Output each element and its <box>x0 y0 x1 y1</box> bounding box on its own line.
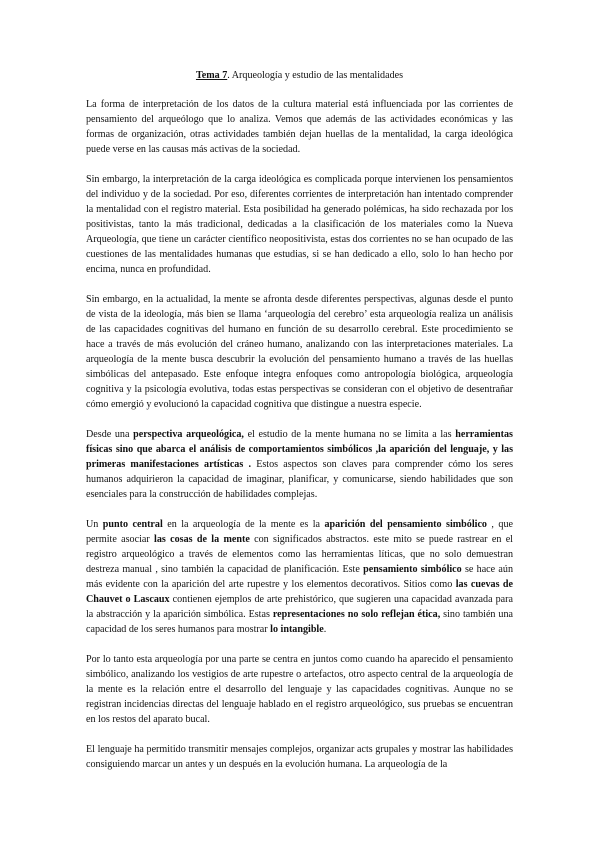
paragraph <box>86 517 513 637</box>
text-run: se hace aún más evidente con la aparición del arte rupestre y los elementos decorativos. Sitios como <box>86 564 513 590</box>
text-run: sino también una capacidad de los seres humanos para mostrar <box>86 609 513 635</box>
text-run: . <box>323 624 327 635</box>
text-run: Estos aspectos son claves para comprender cómo los seres humanos adquirieron la capacidad de imaginar, planificar, y comunicarse, siendo habilidades que son esenciales para la construcción de habilidades complejas. <box>86 459 513 500</box>
paragraph <box>86 292 513 412</box>
text-run: , que permite asociar <box>86 519 513 545</box>
title-text: . Arqueología y estudio de las mentalidades <box>227 70 404 81</box>
paragraph <box>86 652 513 727</box>
text-run: Desde una <box>86 429 134 440</box>
text-run: con significados abstractos. este mito se puede rastrear en el registro arqueológico a través de elementos como las herramientas líticas, que no solo demuestran destreza manual , sino también la capacidad de planificación. Este <box>86 534 513 575</box>
text-run: Sin embargo, la interpretación de la carga ideológica es complicada porque intervienen los pensamientos del individuo y de la sociedad. Por eso, diferentes corrientes de interpretación han intentado comprender la mentalidad con el registro material. Esta posibilidad ha generado polémicas, ha sido rechazada por los positivistas, tanto la más tradicional, dedicadas a la clasificación de los materiales como la Nueva Arqueología, que tiene un carácter científico neopositivista, estas dos corrientes no se han ocupado de las cuestiones de las mentalidades humanas que estudias, si se han dedicado a ello, solo lo han hecho por encima, nunca en profundidad. <box>86 174 513 275</box>
document-title <box>86 68 513 83</box>
topic-number: Tema 7 <box>195 70 228 81</box>
text-run: el estudio de la mente humana no se limita a las <box>243 429 456 440</box>
bold-text: punto central <box>102 519 163 530</box>
text-run: Por lo tanto esta arqueología por una parte se centra en juntos como cuando ha aparecido el pensamiento simbólico, analizando los vestigios de arte rupestre o artefactos, otro aspecto central de la arqueología de la mente es la relación entre el desarrollo del lenguaje y las capacidades cognitivas. Aunque no se registran incidencias directas del lenguaje hablado en el registro arqueológico, sus pruebas se encuentran en los restos del aparato bucal. <box>86 654 513 725</box>
bold-text: herramientas físicas sino que abarca el análisis de comportamientos simbólicos ,la aparición del lenguaje, y las primeras manifestaciones artísticas . <box>86 429 513 470</box>
paragraph <box>86 97 513 157</box>
text-run: contienen ejemplos de arte prehistórico, que sugieren una capacidad avanzada para la abstracción y la aparición simbólica. Estas <box>86 594 513 620</box>
bold-text: las cosas de la mente <box>154 534 250 545</box>
document-body <box>86 68 513 787</box>
bold-text: lo intangible <box>270 624 324 635</box>
paragraph <box>86 742 513 772</box>
paragraph <box>86 172 513 277</box>
text-run: en la arqueología de la mente es la <box>162 519 325 530</box>
paragraph-list <box>86 97 513 772</box>
bold-text: las cuevas de Chauvet o Lascaux <box>86 579 513 605</box>
paragraph <box>86 427 513 502</box>
text-run: Un <box>86 519 103 530</box>
bold-text: aparición del pensamiento simbólico <box>324 519 487 530</box>
text-run: La forma de interpretación de los datos de la cultura material está influenciada por las corrientes de pensamiento del arqueólogo que lo analiza. Vemos que además de las actividades económicas y las formas de organización, otras actividades también dejan huellas de la mentalidad, la carga ideológica puede verse en las causas más activas de la sociedad. <box>86 99 513 155</box>
text-run: Sin embargo, en la actualidad, la mente se afronta desde diferentes perspectivas, algunas desde el punto de vista de la ideología, más bien se llama ‘arqueología del cerebro’ esta arqueología realiza un análisis de las capacidades cognitivas del humano en función de su desarrollo cerebral. Este procedimiento se hace a través de más evolución del cráneo humano, analizando con las interpretaciones materiales. La arqueología de la mente busca descubrir la evolución del pensamiento humano a través de las huellas simbólicas del antepasado. Este enfoque integra enfoques como antropología biológica, arqueología cognitiva y la psicología evolutiva, todas estas perspectivas se consideran con el objetivo de desentrañar cómo emergió y evolucionó la capacidad cognitiva que distingue a nuestra especie. <box>86 294 513 410</box>
bold-text: representaciones no solo reflejan ética, <box>272 609 441 620</box>
bold-text: perspectiva arqueológica, <box>133 429 244 440</box>
text-run: El lenguaje ha permitido transmitir mensajes complejos, organizar acts grupales y mostrar las habilidades consiguiendo marcar un antes y un después en la evolución humana. La arqueología de la <box>86 744 513 770</box>
bold-text: pensamiento simbólico <box>363 564 462 575</box>
